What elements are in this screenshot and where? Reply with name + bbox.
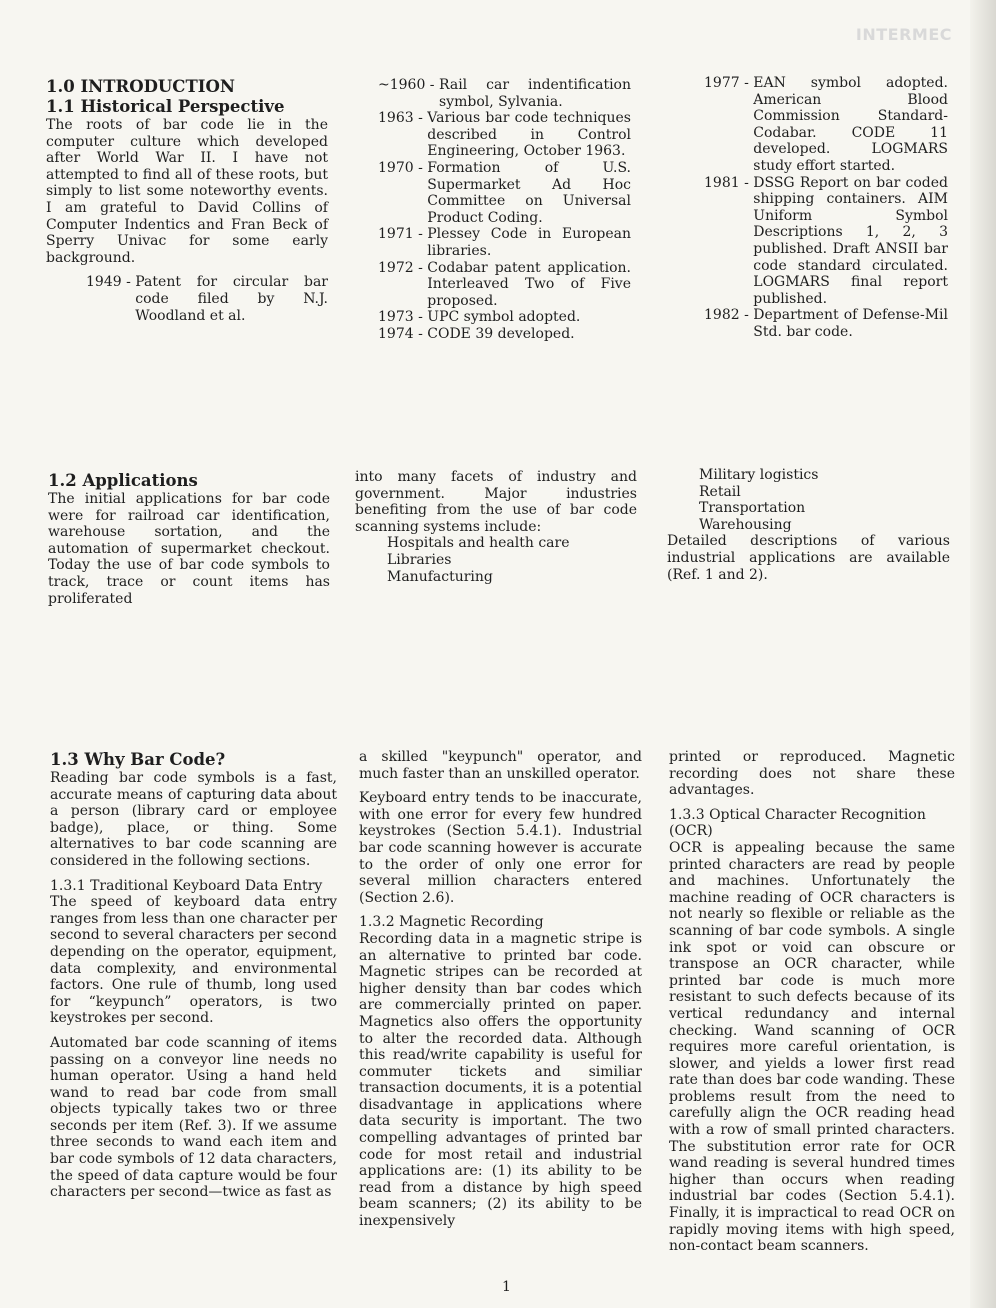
timeline-entry [378,309,631,326]
timeline-year: 1972 - [378,259,428,276]
timeline-entry [704,175,948,308]
timeline-event: Patent for circular bar code filed by N.J. Woodland et al. [135,274,328,324]
timeline-entry [378,110,631,160]
industry-item: Warehousing [699,516,792,533]
keyboard-entry-paragraph-1: The speed of keyboard data entry ranges from less than one character per second to several characters per second depending on the operator, equipment, data complexity, and environmental factors. One rule of thumb, long used for “keypunch” operators, is two keystrokes per second. [50,894,337,1027]
industries-list-2 [667,467,950,533]
applications-paragraph-1: The initial applications for bar code were for railroad car identification, warehouse sortation, and the automation of supermarket checkout. Today the use of bar code symbols to track, trace or count items has proliferated [48,491,330,607]
timeline-event: Formation of U.S. Supermarket Ad Hoc Committee on Universal Product Coding. [427,159,631,226]
keyboard-entry-paragraph-3: a skilled "keypunch" operator, and much faster than an unskilled operator. [359,749,642,782]
timeline-year: 1981 - [704,174,754,191]
timeline-event: Codabar patent application. Interleaved Two of Five proposed. [427,259,631,309]
timeline-year: 1977 - [704,75,754,91]
timeline-col2 [338,77,631,343]
industries-list-1 [355,535,637,585]
sec2-col2 [355,469,637,585]
sec1-col3 [664,75,948,341]
timeline-event: Various bar code techniques described in Control Engineering, October 1963. [427,110,631,160]
timeline-year: 1970 - [378,159,428,176]
sec1-col2 [338,77,631,343]
historical-perspective-heading: 1.1 Historical Perspective [46,97,285,116]
introduction-heading: 1.0 INTRODUCTION [46,77,235,96]
sec2-col3 [667,467,950,583]
timeline-year: 1982 - [704,307,754,324]
sec3-col1 [50,750,337,1201]
keyboard-entry-paragraph-2: Automated bar code scanning of items passing on a conveyor line needs no human operator. Using a hand held wand to read bar code from small objects typically takes two or three seconds per item (Ref. 3). If we assume three seconds to wand each item and bar code symbols of 12 data characters, the speed of data capture would be four characters per second—twice as fast as [50,1034,337,1201]
ocr-heading: 1.3.3 Optical Character Recognition (OCR) [669,806,926,840]
keyboard-entry-paragraph-4: Keyboard entry tends to be inaccurate, with one error for every few hundred keystrokes (Section 5.4.1). Industrial bar code scanning however is accurate to the order of only one error for several million characters entered (Section 2.6). [359,790,642,906]
timeline-event: Department of Defense-Mil Std. bar code. [753,307,948,340]
timeline-col1 [46,274,328,324]
industry-item: Hospitals and health care [387,535,570,552]
timeline-year: ~1960 - [378,77,439,93]
sec3-col2 [359,749,642,1230]
historical-intro-paragraph: The roots of bar code lie in the computer culture which developed after World War II. I have not attempted to find all of these roots, but simply to list some noteworthy events. I am grateful to David Collins of Computer Indentics and Fran Beck of Sperry Univac for some early background. [46,117,328,266]
timeline-event: UPC symbol adopted. [427,309,581,326]
timeline-entry [378,326,631,343]
industry-item: Transportation [699,500,806,517]
magnetic-recording-paragraph-2: printed or reproduced. Magnetic recording does not share these advantages. [669,749,955,799]
applications-paragraph-3: Detailed descriptions of various industrial applications are available (Ref. 1 and 2). [667,533,950,583]
industry-item: Military logistics [699,467,819,483]
timeline-event: Plessey Code in European libraries. [427,226,631,259]
industry-item: Retail [699,483,741,500]
magnetic-recording-heading: 1.3.2 Magnetic Recording [359,914,544,931]
timeline-event: CODE 39 developed. [427,325,575,342]
timeline-event: EAN symbol adopted. American Blood Commission Standard-Codabar. CODE 11 developed. LOGMARS study effort started. [753,75,948,174]
industry-item: Libraries [387,551,452,568]
sec2-col1 [48,471,330,607]
timeline-entry [86,274,328,324]
intermec-logo: INTERMEC [855,25,952,44]
sec1-col1 [46,77,328,324]
magnetic-recording-paragraph: Recording data in a magnetic stripe is an alternative to printed bar code. Magnetic stripes can be recorded at higher density than bar codes which are commercially printed on paper. Magnetics also offers the opportunity to alter the recorded data. Although this read/write capability is useful for commuter tickets and similiar transaction documents, it is a potential disadvantage in applications where data security is important. The two compelling advantages of printed bar code for most retail and industrial applications are: (1) its ability to be read from a distance by high speed beam scanners; (2) its ability to be inexpensively [359,930,642,1230]
timeline-year: 1973 - [378,309,428,326]
keyboard-entry-heading: 1.3.1 Traditional Keyboard Data Entry [50,877,323,894]
timeline-year: 1963 - [378,110,428,127]
why-bar-code-heading: 1.3 Why Bar Code? [50,750,226,769]
page-edge [970,0,996,1308]
timeline-entry [704,75,948,175]
timeline-entry [378,260,631,310]
timeline-col3 [664,75,948,341]
timeline-entry [704,307,948,340]
applications-paragraph-2: into many facets of industry and government. Major industries benefiting from the use of bar code scanning systems include: [355,469,637,535]
applications-heading: 1.2 Applications [48,471,198,490]
timeline-entry [378,226,631,259]
timeline-year: 1971 - [378,226,428,243]
timeline-year: 1949 - [86,274,136,291]
timeline-entry [378,160,631,226]
timeline-event: Rail car indentification symbol, Sylvania. [439,77,631,110]
industry-item: Manufacturing [387,568,493,585]
page-number: 1 [502,1279,511,1295]
timeline-year: 1974 - [378,325,428,342]
timeline-event: DSSG Report on bar coded shipping containers. AIM Uniform Symbol Descriptions 1, 2, 3 published. Draft ANSII bar code standard circulated. LOGMARS final report published. [753,174,948,307]
why-bar-code-paragraph: Reading bar code symbols is a fast, accurate means of capturing data about a person (library card or employee badge), place, or thing. Some alternatives to bar code scanning are considered in the following sections. [50,770,337,869]
timeline-entry [378,77,631,110]
ocr-paragraph: OCR is appealing because the same printed characters are read by people and machines. Unfortunately the machine reading of OCR characters is not nearly so flexible or reliable as the scanning of bar code symbols. A single ink spot or void can obscure or transpose an OCR character, while printed bar code is much more resistant to such defects because of its vertical redundancy and internal checking. Wand scanning of OCR requires more careful orientation, is slower, and yields a lower first read rate than does bar code wanding. These problems result from the need to carefully align the OCR reading head with a row of small printed characters. The substitution error rate for OCR wand reading is several hundred times higher than occurs when reading industrial bar codes (Section 5.4.1). Finally, it is impractical to read OCR on rapidly moving items with high speed, non-contact beam scanners. [669,839,955,1255]
sec3-col3 [669,749,955,1255]
